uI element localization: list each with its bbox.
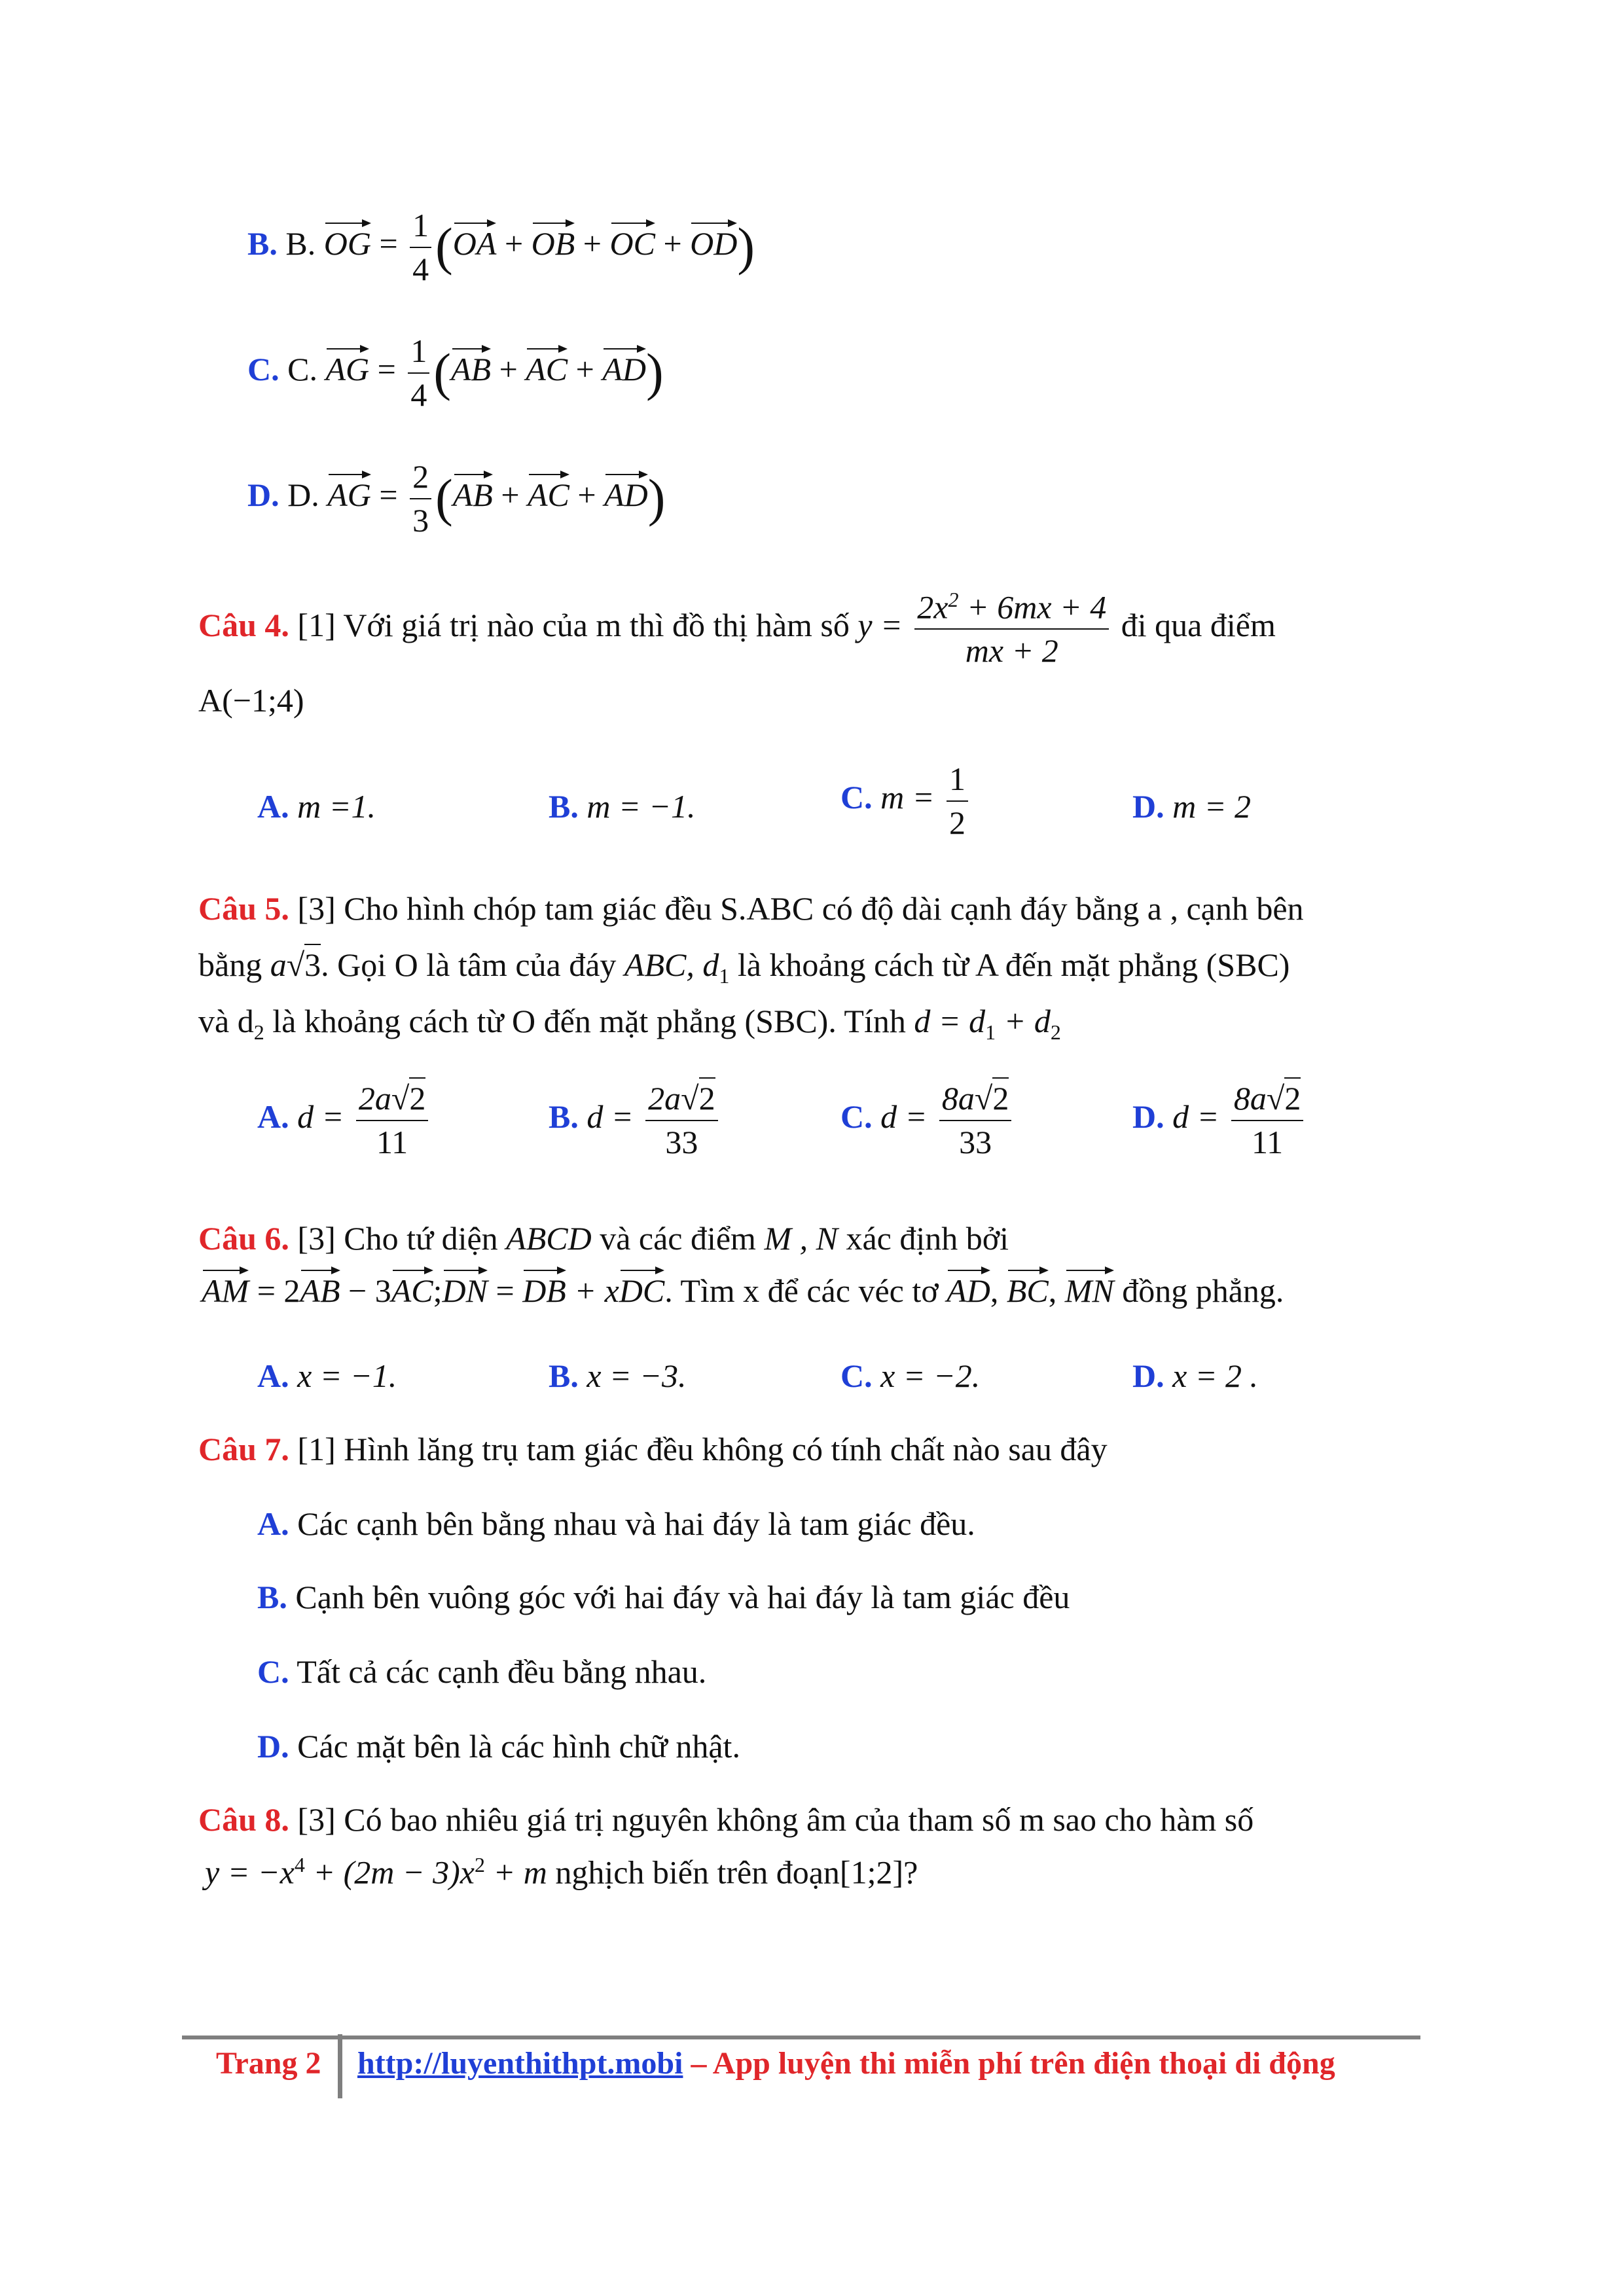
fraction: $\frac{1}{4}$ — [408, 334, 429, 412]
q7-option-c: C. Tất cả các cạnh đều bằng nhau. — [257, 1653, 707, 1690]
option-label: C. — [247, 350, 280, 387]
fraction: $\frac{2}{3}$ — [410, 459, 431, 537]
q7-stem: Câu 7. [1] Hình lăng trụ tam giác đều không có tính chất nào sau đây — [198, 1431, 1108, 1467]
q7-option-a: A. Các cạnh bên bằng nhau và hai đáy là tam giác đều. — [257, 1505, 975, 1542]
q4-option-b: B. m = −1. — [549, 788, 696, 825]
q4-option-d: D. m = 2 — [1132, 788, 1251, 825]
vector: OB — [532, 219, 575, 263]
vector: AC — [528, 470, 569, 514]
q4-option-a: A. m =1. — [257, 788, 376, 825]
q6-option-d: D. x = 2 . — [1132, 1357, 1259, 1394]
q5-option-d: D. d = $\frac{8a√2}{11}$ — [1132, 1081, 1307, 1159]
q5-line2: bằng a√3. Gọi O là tâm của đáy ABC, $d_1$ là khoảng cách từ A đến mặt phẳng (SBC) — [198, 945, 1290, 988]
option-lead: D. — [287, 476, 319, 513]
q5-option-c: C. d = $\frac{8a√2}{33}$ — [840, 1081, 1015, 1159]
q4-option-c: C. m = $\frac{1}{2}$ — [840, 762, 972, 840]
question-text: [1] Với giá trị nào của m thì đồ thị hàm số — [297, 606, 850, 643]
q8-line2: $y = -x^4 + (2m - 3)x^2 + m$ nghịch biến trên đoạn[1;2]? — [205, 1853, 918, 1891]
q3-option-b: B. B. OG = $\frac{1}{4}$ (OA + OB + OC + OD) — [247, 207, 755, 287]
vector: OA — [453, 219, 497, 263]
fraction: $\frac{1}{4}$ — [410, 208, 431, 286]
q6-option-c: C. x = −2. — [840, 1357, 981, 1394]
math-y: y = — [857, 606, 903, 643]
q4-stem — [198, 589, 1276, 668]
footer-text — [357, 2045, 1335, 2081]
q4-stem-line2: A(−1;4) — [198, 682, 304, 719]
q8-line1: Câu 8. [3] Có bao nhiêu giá trị nguyên không âm của tham số m sao cho hàm số — [198, 1801, 1254, 1838]
question-label: Câu 6. — [198, 1220, 289, 1257]
vector: AB — [453, 470, 493, 514]
q5-line1: Câu 5. [3] Cho hình chóp tam giác đều S.ABC có độ dài cạnh đáy bằng a , cạnh bên — [198, 890, 1304, 927]
vector: AD — [604, 470, 648, 514]
footer-tagline: – App luyện thi miễn phí trên điện thoại di động — [683, 2046, 1335, 2081]
footer-link[interactable]: http://luyenthithpt.mobi — [357, 2046, 683, 2081]
q6-line1: Câu 6. [3] Cho tứ diện ABCD và các điểm M , N xác định bởi — [198, 1220, 1009, 1257]
footer-page-number: Trang 2 — [216, 2046, 321, 2081]
q7-option-b: B. Cạnh bên vuông góc với hai đáy và hai đáy là tam giác đều — [257, 1579, 1070, 1615]
q6-option-b: B. x = −3. — [549, 1357, 687, 1394]
vector: AD — [602, 344, 646, 389]
vector: AG — [327, 470, 371, 514]
vector: OD — [690, 219, 737, 263]
option-lead: B. — [285, 224, 316, 262]
q3-option-c: C. C. AG = $\frac{1}{4}$ (AB + AC + AD) — [247, 332, 664, 413]
vector: AG — [325, 344, 369, 389]
q7-option-d: D. Các mặt bên là các hình chữ nhật. — [257, 1728, 740, 1765]
q3-option-d: D. D. AG = $\frac{2}{3}$ (AB + AC + AD) — [247, 458, 666, 539]
footer-rule — [182, 2036, 1420, 2039]
q5-option-a: A. d = $\frac{2a√2}{11}$ — [257, 1081, 432, 1159]
option-label: B. — [247, 224, 278, 262]
footer-divider — [338, 2034, 342, 2098]
option-lead: C. — [287, 350, 317, 387]
q5-line3: và $d_2$ là khoảng cách từ O đến mặt phẳng (SBC). Tính $d = d_1 + d_2$ — [198, 1003, 1061, 1044]
q5-option-b: B. d = $\frac{2a√2}{33}$ — [549, 1081, 722, 1159]
question-text-after: đi qua điểm — [1121, 606, 1276, 643]
option-label: D. — [247, 476, 280, 513]
vector: OG — [324, 219, 371, 263]
q6-option-a: A. x = −1. — [257, 1357, 397, 1394]
question-label: Câu 4. — [198, 606, 289, 643]
question-label: Câu 5. — [198, 890, 289, 927]
question-label: Câu 7. — [198, 1431, 289, 1467]
vector: AB — [451, 344, 491, 389]
question-label: Câu 8. — [198, 1801, 289, 1838]
q6-line2: AM = 2AB − 3AC;DN = DB + xDC. Tìm x để các véc tơ AD, BC, MN đồng phẳng. — [202, 1266, 1284, 1310]
vector: OC — [610, 219, 655, 263]
function-fraction: $\frac{2x^2 + 6mx + 4}{mx + 2}$ — [914, 589, 1109, 668]
vector: AC — [526, 344, 568, 389]
